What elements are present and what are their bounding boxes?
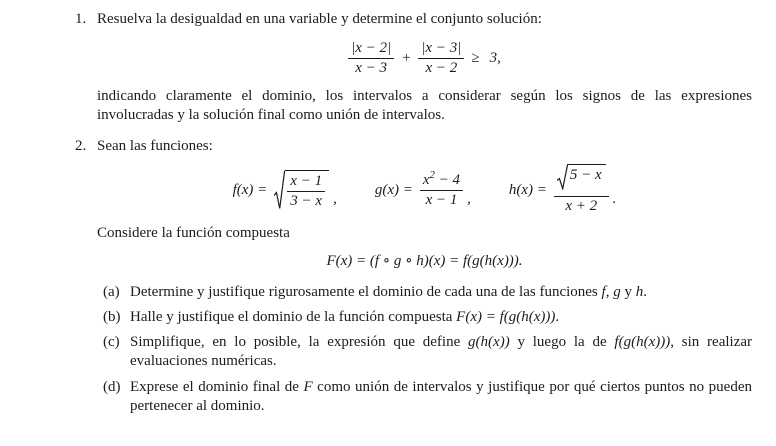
subitem-d: [103, 378, 752, 416]
fraction-1-denominator: x − 3: [348, 58, 394, 78]
compose-formula: F(x) = (f ∘ g ∘ h)(x) = f(g(h(x))).: [326, 253, 523, 270]
text-run: .: [643, 284, 647, 301]
inequality-fraction-2: [418, 39, 464, 78]
function-f-sqrt: [274, 170, 329, 211]
math-run: F(x) = f(g(h(x))): [456, 309, 556, 326]
plus-operator: +: [401, 50, 412, 66]
function-f-definition: [233, 170, 337, 211]
function-g-lhs: g(x) =: [374, 181, 413, 198]
radical-sign-icon: [557, 164, 568, 190]
subitem-b-label: (b): [103, 309, 121, 326]
subitem-a-label: (a): [103, 284, 120, 301]
geq-relation: ≥: [471, 50, 480, 66]
math-run: f(g(h(x))): [614, 334, 671, 351]
subitem-c-label: (c): [103, 334, 120, 351]
g-numerator-rest: − 4: [434, 171, 461, 188]
problem-1-body: [97, 10, 752, 125]
problem-1-intro: Resuelva la desigualdad en una variable y determine el conjunto solución:: [97, 11, 542, 27]
function-h-denominator: x + 2: [554, 196, 609, 216]
fraction-1-numerator: |x − 2|: [351, 40, 392, 56]
math-run: g: [613, 284, 621, 301]
text-run: ,: [605, 284, 614, 301]
function-g-fraction: [420, 168, 463, 210]
problem-1-number: 1.: [75, 11, 87, 27]
math-run: h: [635, 284, 644, 301]
problem-2-number: 2.: [75, 138, 87, 154]
text-run: y luego la de: [509, 334, 615, 351]
inequality-formula: [97, 39, 752, 78]
radical-sign-icon: [274, 170, 285, 211]
subitem-d-label: (d): [103, 379, 121, 396]
problem-1: [75, 10, 752, 125]
function-h-numerator: [554, 164, 609, 196]
g-numerator-base: x: [422, 171, 430, 188]
subitem-a-text: [130, 283, 752, 302]
text-run: Exprese el dominio final de: [130, 379, 304, 396]
function-f-denominator: 3 − x: [287, 191, 325, 211]
inequality-rhs: 3,: [489, 50, 501, 66]
math-run: f: [601, 284, 606, 301]
problem-2: [75, 137, 752, 416]
function-h-sqrt: [557, 164, 606, 190]
problem-2-body: [97, 137, 752, 416]
subitem-b-text: [130, 308, 752, 327]
function-f-radicand: [285, 170, 329, 211]
function-g-definition: [374, 168, 471, 210]
function-f-fraction: [287, 172, 325, 211]
subitem-a: [103, 283, 752, 302]
function-g-numerator: [420, 168, 463, 190]
subitems: [103, 283, 752, 416]
function-f-comma: ,: [333, 190, 337, 207]
function-f-lhs: f(x) =: [232, 181, 268, 198]
function-g-comma: ,: [467, 190, 471, 207]
subitem-b: [103, 308, 752, 327]
subitem-c-text: [130, 333, 752, 371]
text-run: y: [620, 284, 636, 301]
text-run: Simplifique, en lo posible, la expresión que define: [130, 334, 469, 351]
fraction-2-numerator: |x − 3|: [421, 40, 462, 56]
fraction-2-denominator: x − 2: [418, 58, 464, 78]
subitem-c: [103, 333, 752, 371]
function-h-radicand: 5 − x: [568, 164, 606, 190]
inequality-fraction-1: [348, 39, 394, 78]
function-h-lhs: h(x) =: [508, 181, 547, 198]
text-run: Determine y justifique rigurosamente el dominio de cada una de las funciones: [130, 284, 602, 301]
math-run: g(h(x)): [468, 334, 510, 351]
function-h-fraction: [554, 164, 609, 216]
g-numerator-exponent: 2: [429, 168, 435, 181]
function-h-definition: [509, 164, 617, 216]
subitem-d-text: [130, 378, 752, 416]
function-f-numerator: x − 1: [290, 172, 323, 189]
text-run: Halle y justifique el dominio de la función compuesta: [130, 309, 457, 326]
problem-1-paragraph: indicando claramente el dominio, los intervalos a considerar según los signos de las expresiones involucradas y la solución final como unión de intervalos.: [97, 88, 752, 123]
function-g-denominator: x − 1: [420, 190, 463, 210]
compose-intro: Considere la función compuesta: [97, 225, 290, 242]
function-definitions: [97, 164, 752, 216]
math-run: F: [303, 379, 313, 396]
text-run: como unión de intervalos y justifique por qué ciertos puntos no pueden pertenecer al dominio.: [130, 379, 752, 415]
function-h-period: .: [612, 190, 617, 207]
text-run: .: [555, 309, 560, 326]
problem-2-intro: Sean las funciones:: [97, 138, 213, 154]
text-run: , sin realizar evaluaciones numéricas.: [130, 334, 752, 370]
